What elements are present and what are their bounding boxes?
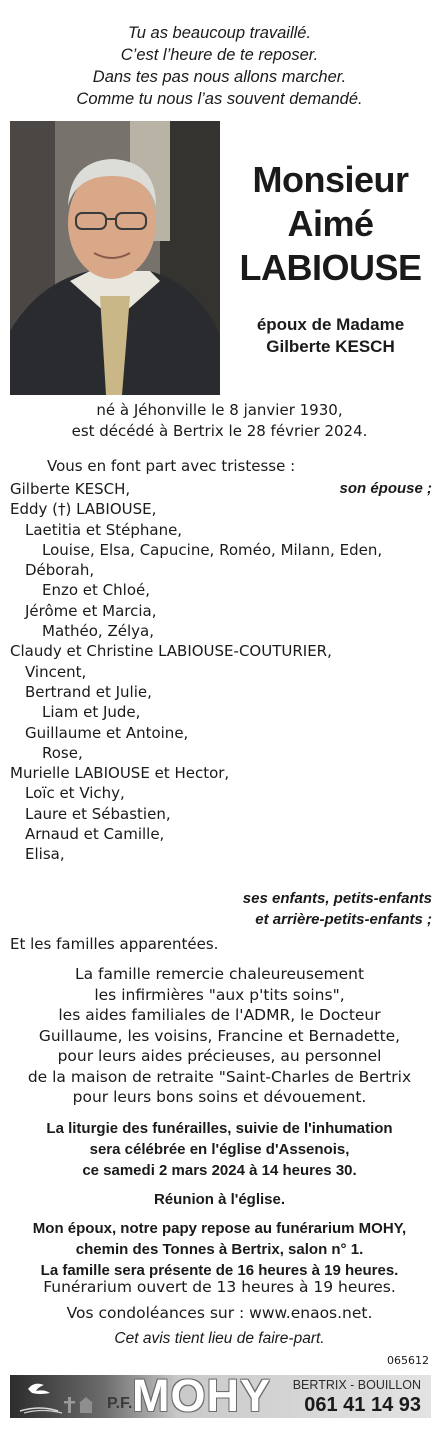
portrait-illustration [10,121,220,395]
family-member-row [10,540,432,560]
liturgy-line: ce samedi 2 mars 2024 à 14 heures 30. [82,1162,357,1179]
banner-phone: 061 41 14 93 [304,1394,421,1416]
family-member-row [10,682,432,702]
relation-line: ses enfants, petits-enfants [242,890,432,907]
thanks-paragraph [0,964,439,1108]
family-member-name: Vincent, [25,662,87,681]
spouse-info [222,314,439,358]
notes [0,1275,439,1352]
liturgy-line: La liturgie des funérailles, suivie de l'inhumation [46,1120,393,1137]
family-member-row [10,824,432,844]
family-member-row [10,641,432,661]
family-member-row [10,804,432,824]
spouse-line: époux de Madame [256,315,405,334]
family-member-row [10,783,432,803]
family-member-name: Laure et Sébastien, [25,804,171,823]
family-member-row [10,723,432,743]
thanks-line: les aides familiales de l'ADMR, le Docteur [58,1006,381,1024]
family-member-name: Guillaume et Antoine, [25,723,189,742]
funeral-home-line: Mon époux, notre papy repose au funérarium MOHY, [32,1220,407,1237]
condolences-line: Vos condoléances sur : www.enaos.net. [66,1303,373,1322]
poem-line: C’est l’heure de te reposer. [120,46,319,64]
birth-line: né à Jéhonville le 8 janvier 1930, [96,401,343,419]
family-list [10,479,432,865]
funeral-home-banner [10,1375,431,1418]
intro-text: Vous en font part avec tristesse : [47,457,296,475]
family-member-row [10,662,432,682]
death-line: est décédé à Bertrix le 28 février 2024. [71,422,368,440]
family-member-row [10,499,432,519]
family-member-row [10,844,432,864]
notice-line: Cet avis tient lieu de faire-part. [114,1330,325,1347]
family-member-row [10,763,432,783]
family-member-row [10,702,432,722]
family-member-name: Rose, [42,743,83,762]
liturgy-line: sera célébrée en l'église d'Assenois, [89,1141,350,1158]
funeral-home-line: La famille sera présente de 16 heures à 19 heures. [40,1262,399,1279]
thanks-line: Guillaume, les voisins, Francine et Bernadette, [38,1026,401,1045]
family-member-name: Elisa, [25,845,65,864]
family-member-row [10,621,432,641]
family-member-row [10,560,432,580]
banner-name: MOHY [132,1375,271,1418]
thanks-line: La famille remercie chaleureusement [74,965,365,983]
name-last: LABIOUSE [239,247,422,288]
relation-line: et arrière-petits-enfants ; [255,911,432,928]
birth-death [0,400,439,442]
name-first: Aimé [287,203,374,244]
funeral-home-line: chemin des Tonnes à Bertrix, salon n° 1. [75,1241,364,1258]
thanks-line: les infirmières "aux p'tits soins", [94,985,345,1004]
family-member-row [10,520,432,540]
family-relation: son épouse ; [339,480,432,497]
thanks-line: pour leurs bons soins et dévouement. [72,1088,367,1106]
poem-line: Tu as beaucoup travaillé. [127,24,312,42]
dove-logo-icon [10,1375,105,1418]
family-member-row [10,743,432,763]
reference-number: 065612 [387,1354,429,1367]
family-member-name: Loïc et Vichy, [25,784,125,803]
deceased-name [222,158,439,290]
banner-pf: P.F. [107,1395,133,1412]
family-member-row [10,479,432,499]
meeting-line: Réunion à l'église. [153,1191,286,1208]
family-member-name: Claudy et Christine LABIOUSE-COUTURIER, [10,642,332,661]
family-member-name: Murielle LABIOUSE et Hector, [10,764,230,783]
relatives-text: Et les familles apparentées. [10,935,219,953]
ceremony-info [0,1118,439,1281]
family-member-name: Bertrand et Julie, [25,682,152,701]
family-member-name: Enzo et Chloé, [42,581,151,600]
thanks-line: pour leurs aides précieuses, au personnel [57,1047,382,1065]
family-member-row [10,601,432,621]
family-member-name: Arnaud et Camille, [25,825,165,844]
family-member-name: Laetitia et Stéphane, [25,520,183,539]
family-member-name: Louise, Elsa, Capucine, Roméo, Milann, Eden, [42,540,383,559]
family-member-name: Mathéo, Zélya, [42,622,154,641]
name-title: Monsieur [252,159,409,200]
portrait-photo [10,121,220,395]
banner-cities: BERTRIX - BOUILLON [292,1378,421,1392]
family-member-name: Jérôme et Marcia, [25,601,157,620]
family-member-row [10,580,432,600]
family-member-name: Eddy (†) LABIOUSE, [10,500,157,519]
closing-relation [243,888,432,930]
family-member-name: Déborah, [25,561,95,580]
spouse-line: Gilberte KESCH [266,337,395,356]
family-member-name: Liam et Jude, [42,703,141,722]
poem-line: Comme tu nous l’as souvent demandé. [76,90,363,108]
thanks-line: de la maison de retraite "Saint-Charles de Bertrix [27,1067,412,1086]
poem [0,22,439,110]
hours-line: Funérarium ouvert de 13 heures à 19 heures. [43,1278,396,1296]
poem-line: Dans tes pas nous allons marcher. [92,68,347,86]
family-member-name: Gilberte KESCH, [10,480,131,498]
